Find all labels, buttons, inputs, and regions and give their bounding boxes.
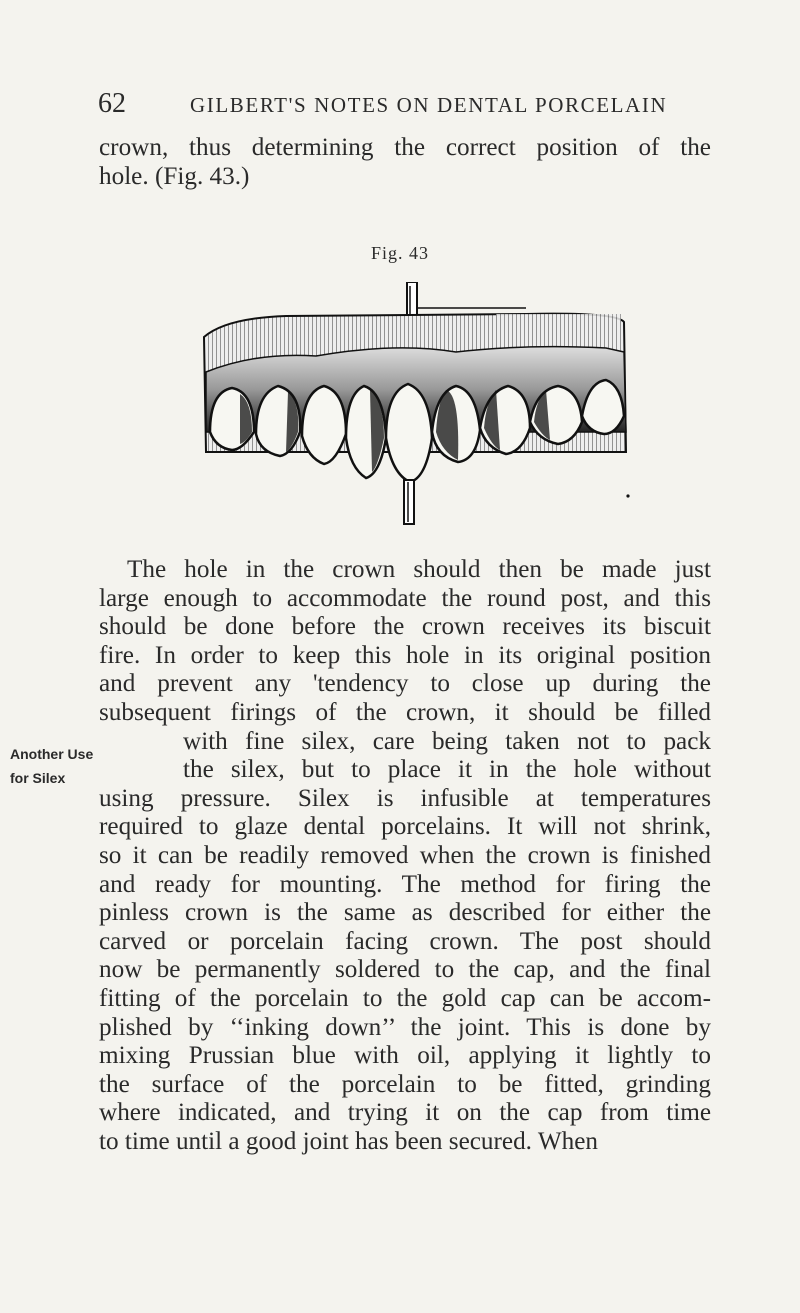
margin-note-line: Another Use bbox=[10, 746, 94, 762]
text-line: so it can be readily removed when the crown is finished bbox=[99, 841, 711, 869]
text-line: now be permanently soldered to the cap, and the final bbox=[99, 956, 711, 984]
text-line: subsequent firings of the crown, it should be filled bbox=[99, 698, 711, 726]
text-line: crown, thus determining the correct position of the bbox=[99, 134, 711, 161]
body-paragraph bbox=[99, 556, 711, 1156]
text-line: should be done before the crown receives its biscuit bbox=[99, 613, 711, 641]
text-line: large enough to accommodate the round post, and this bbox=[99, 584, 711, 612]
text-line: where indicated, and trying it on the cap from time bbox=[99, 1099, 711, 1127]
figure-caption: Fig. 43 bbox=[370, 243, 429, 263]
text-line: with fine silex, care being taken not to pack bbox=[183, 727, 711, 755]
dental-model-illustration bbox=[196, 282, 632, 528]
running-head bbox=[98, 88, 718, 120]
text-line: carved or porcelain facing crown. The post should bbox=[99, 927, 711, 955]
text-line: fitting of the porcelain to the gold cap can be accom- bbox=[99, 984, 711, 1012]
page-number: 62 bbox=[98, 88, 126, 119]
text-line: and prevent any 'tendency to close up during the bbox=[99, 670, 711, 698]
margin-note-line: for Silex bbox=[10, 770, 66, 786]
text-line: hole. (Fig. 43.) bbox=[99, 162, 250, 190]
text-line: mixing Prussian blue with oil, applying it lightly to bbox=[99, 1042, 711, 1070]
text-line: to time until a good joint has been secured. When bbox=[99, 1127, 598, 1155]
text-line: using pressure. Silex is infusible at temperatures bbox=[99, 784, 711, 812]
text-line: plished by ‘‘inking down’’ the joint. This is done by bbox=[99, 1013, 711, 1041]
text-line: required to glaze dental porcelains. It will not shrink, bbox=[99, 813, 711, 841]
text-line: pinless crown is the same as described for either the bbox=[99, 899, 711, 927]
post-bottom bbox=[404, 480, 414, 524]
text-line: the silex, but to place it in the hole without bbox=[183, 756, 711, 784]
text-line: fire. In order to keep this hole in its original position bbox=[99, 641, 711, 669]
margin-note bbox=[10, 742, 102, 790]
text-line: The hole in the crown should then be made just bbox=[127, 556, 711, 583]
text-line: and ready for mounting. The method for firing the bbox=[99, 870, 711, 898]
running-title: GILBERT'S NOTES ON DENTAL PORCELAIN bbox=[190, 93, 668, 117]
intro-paragraph bbox=[99, 134, 711, 191]
text-line: the surface of the porcelain to be fitted, grinding bbox=[99, 1070, 711, 1098]
